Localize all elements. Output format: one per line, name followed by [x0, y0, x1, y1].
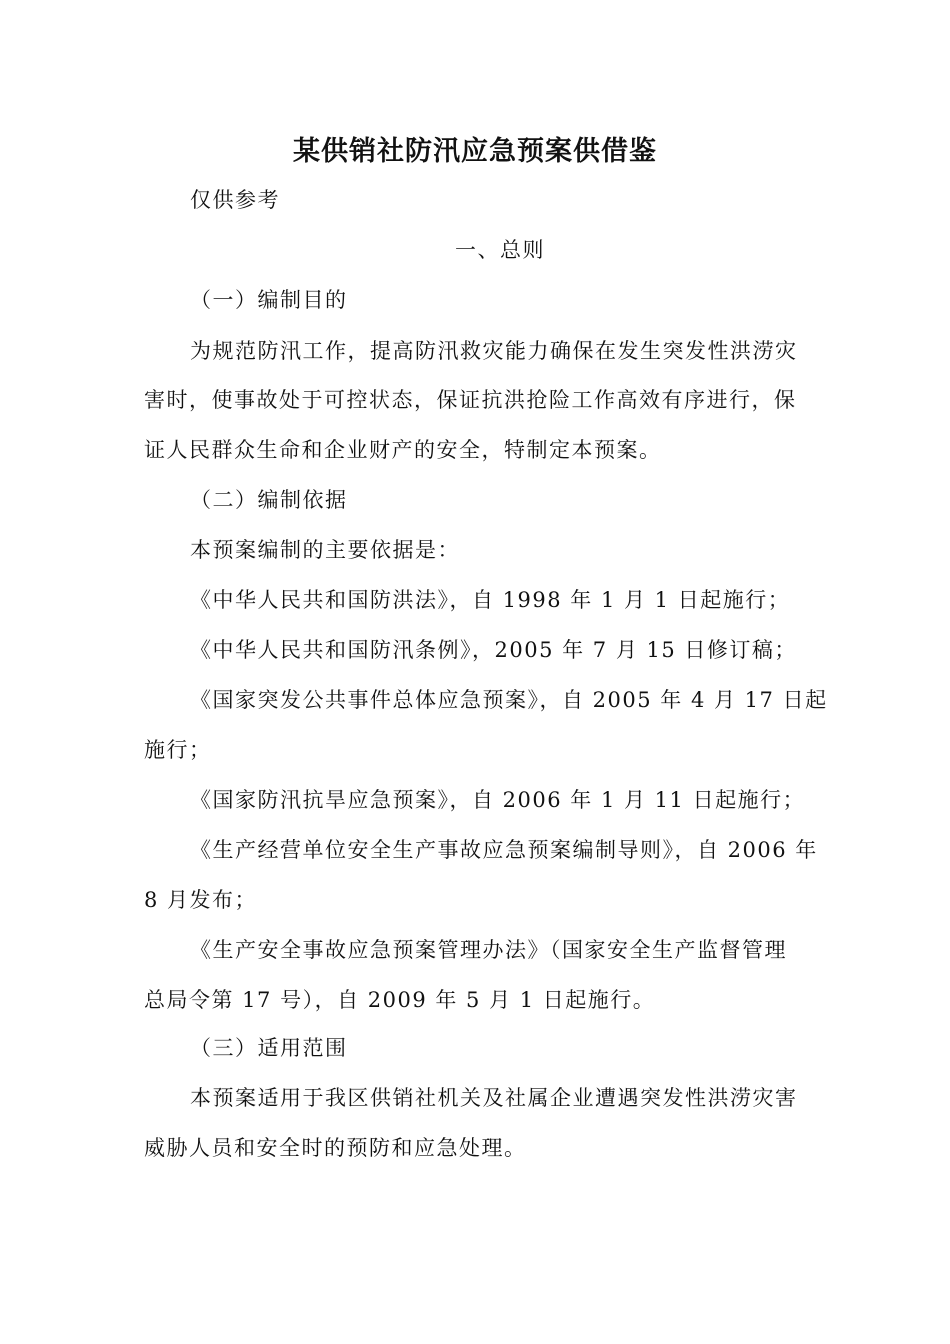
paragraph-line: 为规范防汛工作，提高防汛救灾能力确保在发生突发性洪涝灾 — [190, 339, 798, 363]
reference-note: 仅供参考 — [190, 188, 280, 212]
subheading-scope: （三）适用范围 — [190, 1036, 348, 1060]
paragraph-line: 威胁人员和安全时的预防和应急处理。 — [144, 1136, 527, 1160]
reference-item: 《生产经营单位安全生产事故应急预案编制导则》，自 2006 年 — [190, 838, 818, 862]
document-title: 某供销社防汛应急预案供借鉴 — [293, 136, 657, 167]
reference-item: 《国家突发公共事件总体应急预案》，自 2005 年 4 月 17 日起 — [190, 688, 828, 712]
paragraph-line: 证人民群众生命和企业财产的安全，特制定本预案。 — [144, 438, 662, 462]
subheading-basis: （二）编制依据 — [190, 488, 348, 512]
reference-item: 《中华人民共和国防汛条例》，2005 年 7 月 15 日修订稿； — [190, 638, 797, 662]
reference-item-continued: 8 月发布； — [144, 888, 258, 912]
reference-item-continued: 总局令第 17 号），自 2009 年 5 月 1 日起施行。 — [144, 988, 656, 1012]
reference-item: 《国家防汛抗旱应急预案》，自 2006 年 1 月 11 日起施行； — [190, 788, 806, 812]
reference-item: 《中华人民共和国防洪法》，自 1998 年 1 月 1 日起施行； — [190, 588, 791, 612]
reference-item: 《生产安全事故应急预案管理办法》（国家安全生产监督管理 — [190, 938, 787, 962]
subheading-purpose: （一）编制目的 — [190, 288, 348, 312]
reference-item-continued: 施行； — [144, 738, 212, 762]
section-heading-general: 一、总则 — [455, 238, 545, 262]
paragraph-line: 本预案适用于我区供销社机关及社属企业遭遇突发性洪涝灾害 — [190, 1086, 798, 1110]
paragraph-line: 害时，使事故处于可控状态，保证抗洪抢险工作高效有序进行，保 — [144, 388, 797, 412]
paragraph-line: 本预案编制的主要依据是： — [190, 538, 460, 562]
